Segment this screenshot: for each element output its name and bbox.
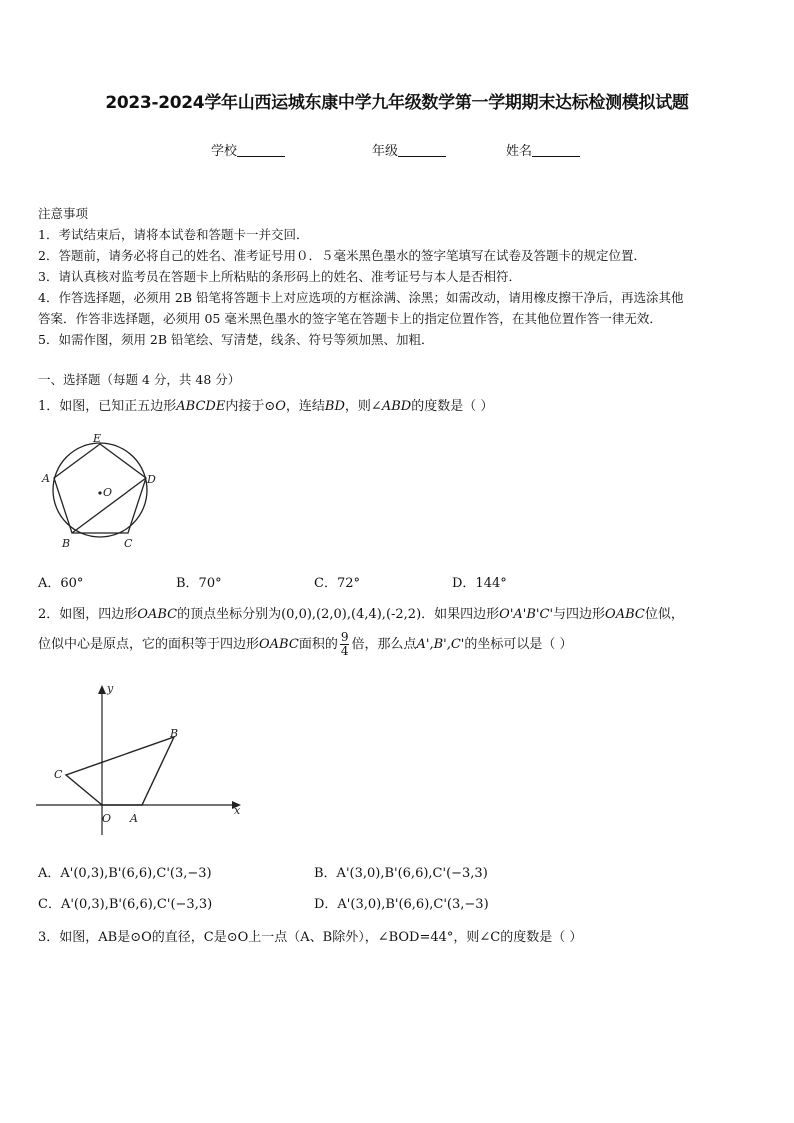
q1-option-c: C．72° — [314, 576, 360, 591]
q2-option-c: C．A'(0,3),B'(6,6),C'(−3,3) — [38, 897, 213, 912]
name-label: 姓名 — [506, 144, 533, 159]
q1-option-b: B．70° — [176, 576, 222, 591]
grade-label: 年级 — [372, 144, 399, 159]
grade-field — [372, 140, 446, 159]
label-b: B — [62, 537, 71, 550]
note-item: 2．答题前，请务必将自己的姓名、准考证号用０．５毫米黑色墨水的签字笔填写在试卷及答题卡的规定位置． — [38, 248, 646, 263]
note-item: 3．请认真核对监考员在答题卡上所粘贴的条形码上的姓名、准考证号与本人是否相符． — [38, 269, 521, 284]
school-label: 学校 — [211, 144, 238, 159]
q1-option-a: A．60° — [38, 576, 84, 591]
label-o: O — [102, 812, 112, 825]
note-item: 4．作答选择题，必须用 2B 铅笔将答题卡上对应选项的方框涂满、涂黑；如需改动，请用橡皮擦干净后，再选涂其他 — [38, 290, 684, 305]
label-a: A — [130, 812, 138, 825]
coordinate-figure — [36, 680, 251, 840]
name-field — [506, 140, 580, 159]
section-heading: 一、选择题（每题 4 分，共 48 分） — [38, 372, 241, 387]
note-item: 答案．作答非选择题，必须用 05 毫米黑色墨水的签字笔在答题卡上的指定位置作答，在其他位置作答一律无效． — [38, 311, 662, 326]
page-title: 2023-2024学年山西运城东康中学九年级数学第一学期期末达标检测模拟试题 — [105, 93, 689, 113]
label-y: y — [107, 682, 114, 695]
school-blank — [237, 144, 285, 157]
fraction-nine-fourths: $\frac{9}{4}$ — [340, 630, 349, 658]
label-e: E — [93, 432, 102, 445]
label-d: D — [147, 473, 156, 486]
question-2-line-2: 位似中心是原点，它的面积等于四边形OABC面积的 $\frac{9}{4}$ 倍，那么点A',B',C'的坐标可以是（ ） — [38, 630, 573, 658]
school-field — [211, 140, 285, 159]
q1-option-d: D．144° — [452, 576, 507, 591]
q2-option-b: B．A'(3,0),B'(6,6),C'(−3,3) — [314, 866, 488, 881]
label-b: B — [170, 727, 179, 740]
label-x: x — [234, 804, 241, 817]
name-blank — [532, 144, 580, 157]
quadrilateral-oabc — [66, 737, 174, 805]
label-c: C — [54, 768, 63, 781]
q2-option-d: D．A'(3,0),B'(6,6),C'(3,−3) — [314, 897, 489, 912]
notes-heading: 注意事项 — [38, 206, 89, 221]
circle-o — [53, 443, 147, 537]
note-item: 5．如需作图，须用 2B 铅笔绘、写清楚，线条、符号等须加黑、加粗． — [38, 332, 434, 347]
question-2-line-1: 2．如图，四边形OABC的顶点坐标分别为(0,0),(2,0),(4,4),(-2,2)．如果四边形O'A'B'C'与四边形OABC位似， — [38, 607, 684, 622]
pentagon-figure — [38, 432, 168, 552]
label-a: A — [42, 472, 50, 485]
label-c: C — [124, 537, 133, 550]
question-3-text: 3．如图，AB是⊙O的直径，C是⊙O上一点（A、B除外），∠BOD=44°，则∠C的度数是（ ） — [38, 930, 583, 945]
label-o: O — [103, 486, 113, 499]
grade-blank — [398, 144, 446, 157]
y-axis-arrow — [98, 685, 106, 694]
q2-option-a: A．A'(0,3),B'(6,6),C'(3,−3) — [38, 866, 212, 881]
center-point — [98, 491, 101, 494]
note-item: 1．考试结束后，请将本试卷和答题卡一并交回． — [38, 227, 309, 242]
question-1-text: 1．如图，已知正五边形ABCDE内接于⊙O，连结BD，则∠ABD的度数是（ ） — [38, 399, 494, 414]
